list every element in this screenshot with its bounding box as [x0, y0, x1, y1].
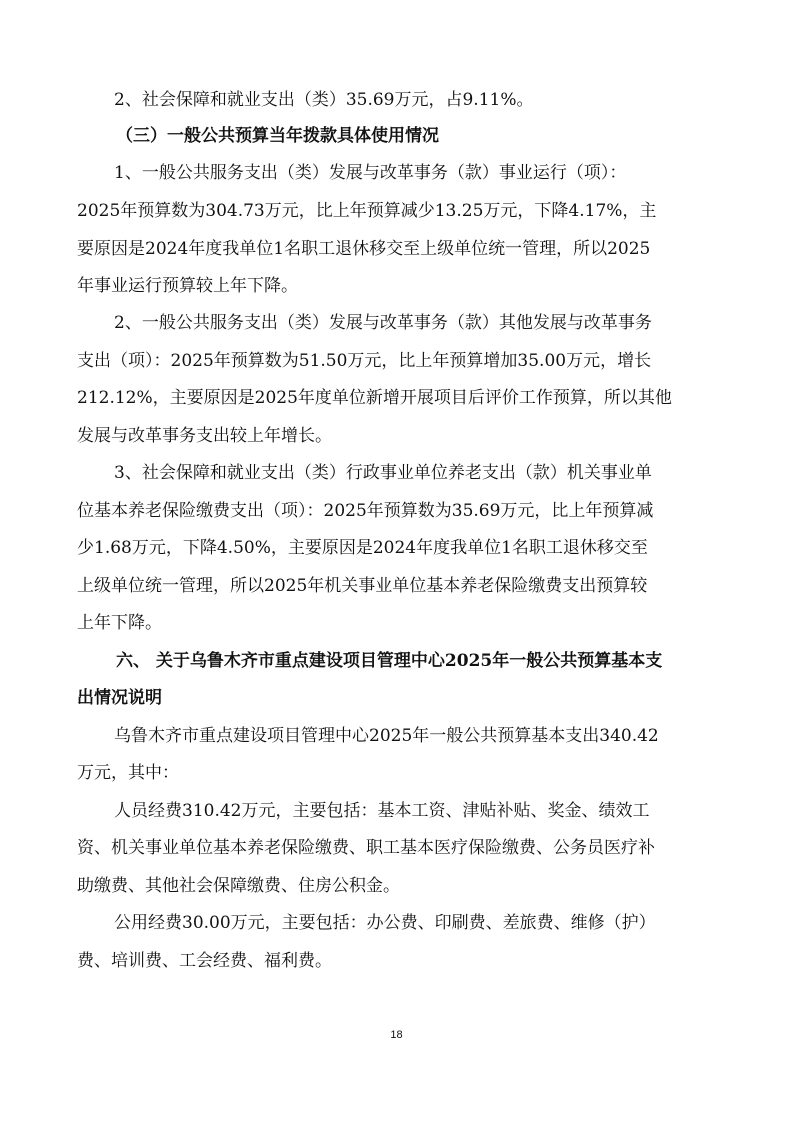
section-heading: 六、 关于乌鲁木齐市重点建设项目管理中心2025年一般公共预算基本支 — [116, 651, 663, 671]
paragraph-line: 3、社会保障和就业支出（类）行政事业单位养老支出（款）机关事业单 — [114, 463, 652, 483]
paragraph-line: 少1.68万元，下降4.50%，主要原因是2024年度我单位1名职工退休移交至 — [77, 538, 648, 558]
paragraph-line: 2025年预算数为304.73万元，比上年预算减少13.25万元，下降4.17%，主 — [77, 201, 657, 221]
paragraph-line: 费、培训费、工会经费、福利费。 — [77, 951, 332, 971]
paragraph-line: 上级单位统一管理，所以2025年机关事业单位基本养老保险缴费支出预算较 — [77, 576, 648, 596]
paragraph-line: 支出（项）：2025年预算数为51.50万元，比上年预算增加35.00万元，增长 — [77, 351, 652, 371]
paragraph-line: 2、一般公共服务支出（类）发展与改革事务（款）其他发展与改革事务 — [114, 313, 652, 333]
section-heading: （三）一般公共预算当年拨款具体使用情况 — [116, 126, 439, 146]
paragraph-line: 人员经费310.42万元，主要包括：基本工资、津贴补贴、奖金、绩效工 — [114, 801, 650, 821]
paragraph-line: 公用经费30.00万元，主要包括：办公费、印刷费、差旅费、维修（护） — [114, 913, 656, 933]
paragraph-line: 上年下降。 — [77, 613, 162, 633]
paragraph-line: 位基本养老保险缴费支出（项）：2025年预算数为35.69万元，比上年预算减 — [77, 501, 654, 521]
paragraph-line: 1、一般公共服务支出（类）发展与改革事务（款）事业运行（项）： — [114, 163, 627, 183]
page-number: 18 — [390, 1029, 403, 1041]
paragraph-line: 要原因是2024年度我单位1名职工退休移交至上级单位统一管理，所以2025 — [77, 239, 651, 259]
paragraph-line: 2、社会保障和就业支出（类）35.69万元，占9.11%。 — [114, 90, 534, 110]
section-heading: 出情况说明 — [77, 688, 162, 708]
paragraph-line: 212.12%，主要原因是2025年度单位新增开展项目后评价工作预算，所以其他 — [77, 388, 672, 408]
paragraph-line: 年事业运行预算较上年下降。 — [77, 276, 298, 296]
paragraph-line: 资、机关事业单位基本养老保险缴费、职工基本医疗保险缴费、公务员医疗补 — [77, 838, 655, 858]
paragraph-line: 发展与改革事务支出较上年增长。 — [77, 426, 332, 446]
paragraph-line: 万元，其中： — [77, 763, 179, 783]
paragraph-line: 乌鲁木齐市重点建设项目管理中心2025年一般公共预算基本支出340.42 — [114, 726, 659, 746]
paragraph-line: 助缴费、其他社会保障缴费、住房公积金。 — [77, 876, 400, 896]
